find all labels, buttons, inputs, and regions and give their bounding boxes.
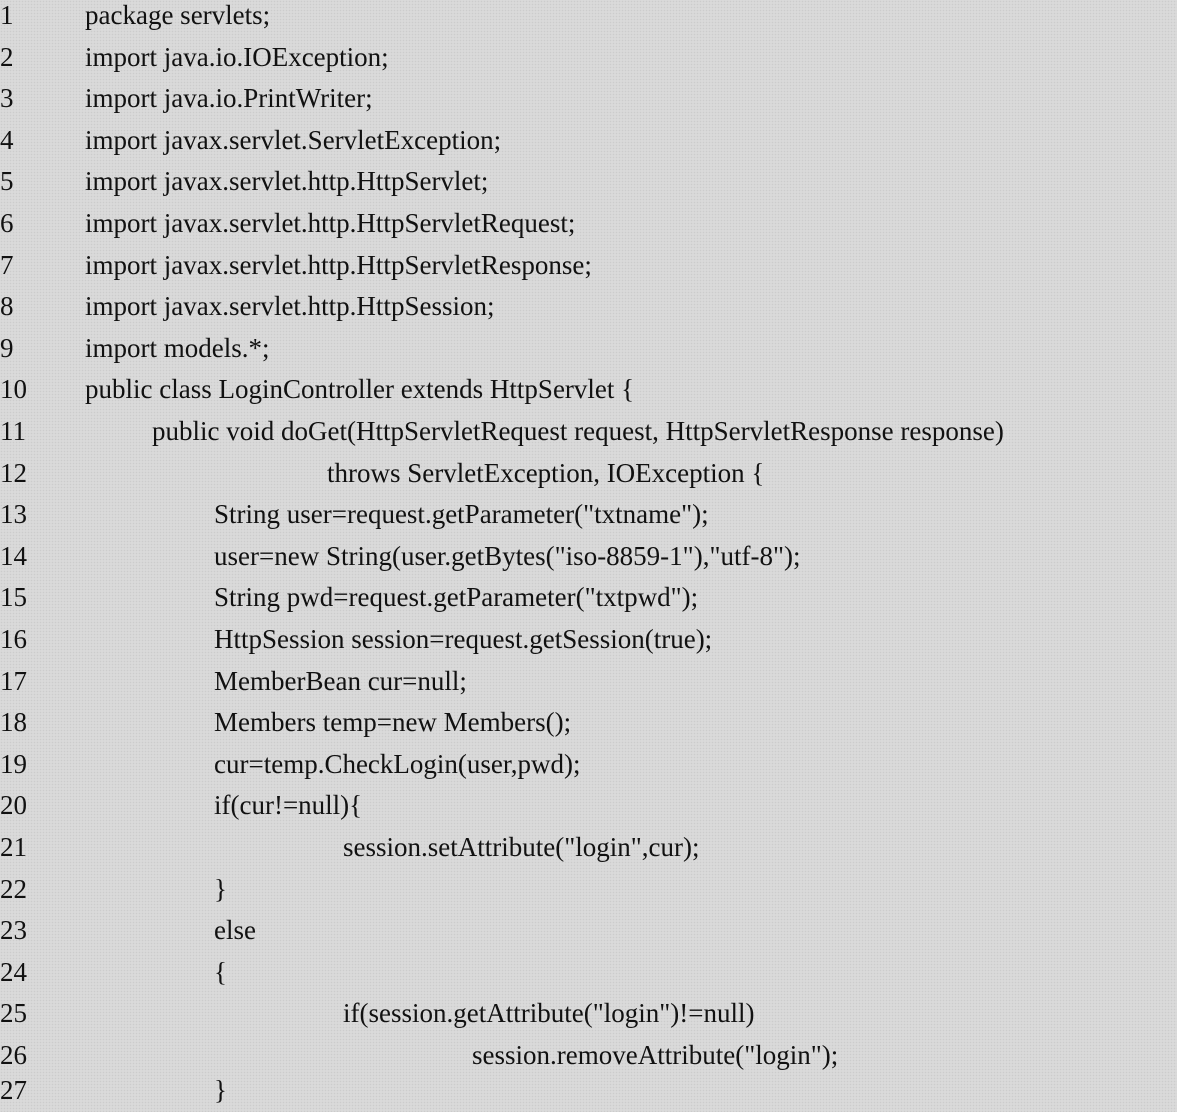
line-number: 25 xyxy=(0,998,27,1029)
code-line xyxy=(0,744,1177,786)
line-number: 16 xyxy=(0,624,27,654)
line-number: 12 xyxy=(0,457,27,488)
line-code: package servlets; xyxy=(85,0,271,30)
line-code: Members temp=new Members(); xyxy=(214,707,572,738)
code-line xyxy=(0,78,1177,120)
line-code: public class LoginController extends HttpServlet { xyxy=(85,374,635,405)
line-number: 7 xyxy=(0,249,14,280)
code-line xyxy=(0,869,1177,911)
line-number: 20 xyxy=(0,790,27,821)
code-line xyxy=(0,328,1177,370)
line-number: 4 xyxy=(0,124,14,155)
line-number: 6 xyxy=(0,208,14,238)
line-code: MemberBean cur=null; xyxy=(214,665,467,696)
line-number: 13 xyxy=(0,499,27,530)
line-code: { xyxy=(214,956,227,987)
line-number: 17 xyxy=(0,665,27,696)
code-line xyxy=(0,993,1177,1035)
code-line xyxy=(0,619,1177,661)
line-number: 14 xyxy=(0,540,27,571)
line-code: } xyxy=(214,873,227,904)
code-line xyxy=(0,536,1177,578)
line-number: 9 xyxy=(0,332,14,363)
line-number: 26 xyxy=(0,1040,27,1070)
line-code: import javax.servlet.http.HttpServletRequest; xyxy=(85,208,576,238)
code-line xyxy=(0,161,1177,203)
code-line xyxy=(0,952,1177,994)
code-line xyxy=(0,120,1177,162)
code-line xyxy=(0,286,1177,328)
line-code: throws ServletException, IOException { xyxy=(327,457,765,488)
line-code: cur=temp.CheckLogin(user,pwd); xyxy=(214,748,581,779)
line-code: import javax.servlet.ServletException; xyxy=(85,124,502,155)
line-number: 21 xyxy=(0,832,27,862)
line-code: session.setAttribute("login",cur); xyxy=(343,832,700,862)
line-number: 23 xyxy=(0,915,27,946)
code-line xyxy=(0,37,1177,79)
line-number: 22 xyxy=(0,873,27,904)
code-line xyxy=(0,203,1177,245)
line-code: String pwd=request.getParameter("txtpwd"); xyxy=(214,582,699,613)
code-line xyxy=(0,702,1177,744)
code-line xyxy=(0,411,1177,453)
code-line xyxy=(0,453,1177,495)
line-code: else xyxy=(214,915,256,946)
code-line xyxy=(0,1070,1177,1112)
line-code: } xyxy=(214,1075,227,1106)
code-line xyxy=(0,245,1177,287)
line-code: HttpSession session=request.getSession(true); xyxy=(214,624,713,654)
code-line xyxy=(0,661,1177,703)
line-code: import javax.servlet.http.HttpServlet; xyxy=(85,166,489,197)
line-code: session.removeAttribute("login"); xyxy=(472,1040,839,1070)
line-number: 19 xyxy=(0,748,27,779)
code-line xyxy=(0,0,1177,37)
code-line xyxy=(0,369,1177,411)
line-code: if(session.getAttribute("login")!=null) xyxy=(343,998,755,1029)
code-line xyxy=(0,785,1177,827)
line-number: 1 xyxy=(0,0,14,30)
line-number: 15 xyxy=(0,582,27,613)
line-code: import javax.servlet.http.HttpServletResponse; xyxy=(85,249,592,280)
line-number: 11 xyxy=(0,416,26,446)
line-number: 18 xyxy=(0,707,27,738)
code-line xyxy=(0,910,1177,952)
line-number: 27 xyxy=(0,1075,27,1106)
line-number: 24 xyxy=(0,956,27,987)
code-line xyxy=(0,827,1177,869)
line-number: 10 xyxy=(0,374,27,405)
line-number: 2 xyxy=(0,41,14,72)
line-number: 5 xyxy=(0,166,14,197)
line-code: public void doGet(HttpServletRequest request, HttpServletResponse response) xyxy=(152,416,1004,446)
line-number: 8 xyxy=(0,291,14,322)
line-code: user=new String(user.getBytes("iso-8859-1"),"utf-8"); xyxy=(214,540,801,571)
code-line xyxy=(0,577,1177,619)
line-number: 3 xyxy=(0,83,14,114)
line-code: import models.*; xyxy=(85,332,270,363)
line-code: String user=request.getParameter("txtname"); xyxy=(214,499,709,530)
line-code: import java.io.IOException; xyxy=(85,41,389,72)
line-code: if(cur!=null){ xyxy=(214,790,363,821)
code-line xyxy=(0,494,1177,536)
line-code: import javax.servlet.http.HttpSession; xyxy=(85,291,495,322)
line-code: import java.io.PrintWriter; xyxy=(85,83,373,114)
